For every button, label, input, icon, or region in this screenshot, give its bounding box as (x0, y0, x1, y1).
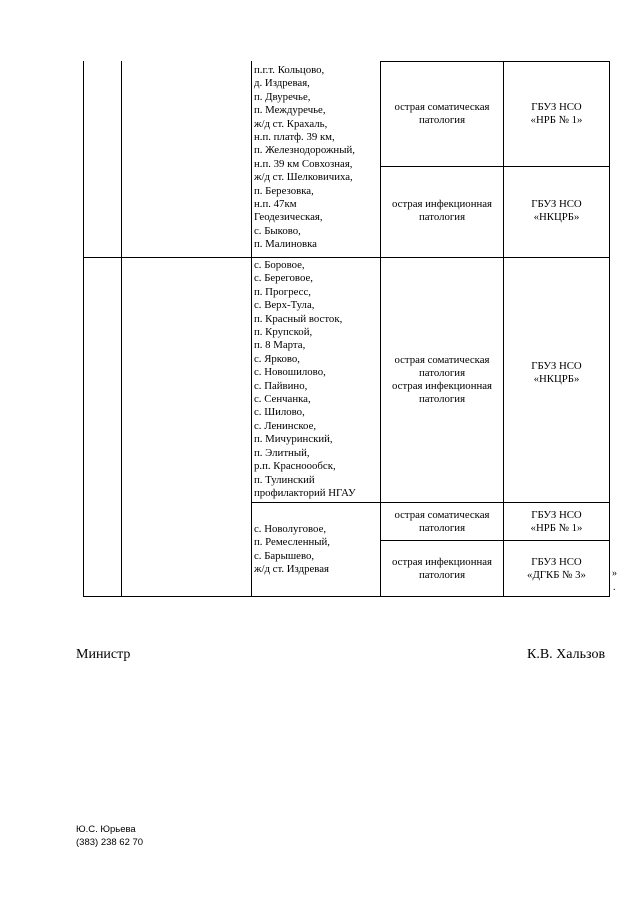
row1-facility-2 (504, 198, 609, 224)
location-item: п. Элитный, (254, 446, 310, 459)
row1-split-border (380, 166, 610, 167)
location-item: п. Мичуринский, (254, 433, 333, 446)
location-item: п. Междуречье, (254, 104, 326, 117)
signature-name: К.В. Хальзов (527, 647, 606, 662)
facility-text: ГБУЗ НСО (531, 509, 582, 521)
location-item: ж/д ст. Крахаль, (254, 117, 328, 130)
row1-pathology-1 (381, 101, 503, 127)
row2-facility (504, 360, 609, 386)
row2-locations (254, 259, 356, 500)
row3-pathology-1 (381, 509, 503, 535)
location-item: н.п. 39 км Совхозная, (254, 157, 353, 170)
facility-text: «НКЦРБ» (533, 211, 580, 223)
location-item: п. Красный восток, (254, 312, 343, 325)
pathology-text: патология (418, 522, 466, 534)
col-border-6 (609, 61, 610, 596)
facility-text: «ДГКБ № 3» (527, 569, 586, 581)
facility-text: ГБУЗ НСО (531, 360, 582, 372)
footer-author: Ю.С. Юрьева (76, 824, 136, 835)
pathology-text: острая соматическая (394, 354, 490, 366)
table-bottom-border (83, 596, 610, 597)
pathology-text: острая соматическая (394, 101, 490, 113)
pathology-text: патология (418, 393, 466, 405)
location-item: с. Сенчанка, (254, 393, 311, 406)
footer-phone: (383) 238 62 70 (76, 837, 144, 848)
facility-text: ГБУЗ НСО (531, 198, 582, 210)
row1-facility-1 (504, 101, 609, 127)
pathology-text: острая инфекционная (391, 556, 493, 568)
facility-text: «НРБ № 1» (530, 114, 583, 126)
row2-bottom-border (251, 502, 610, 503)
signature-position: Министр (76, 647, 131, 662)
pathology-text: острая инфекционная (391, 198, 493, 210)
location-item: п. Малиновка (254, 238, 317, 251)
location-item: с. Боровое, (254, 259, 305, 271)
row2-pathology (381, 354, 503, 406)
location-item: с. Шилово, (254, 406, 305, 419)
location-item: с. Новошилово, (254, 366, 326, 379)
location-item: п. Железнодорожный, (254, 144, 355, 157)
row-top-border (380, 61, 610, 62)
location-item: с. Пайвино, (254, 379, 308, 392)
pathology-text: патология (418, 569, 466, 581)
col-border-1 (83, 61, 84, 596)
closing-dot-mark: . (613, 582, 616, 593)
col-border-2 (121, 61, 122, 596)
location-item: п. Ремесленный, (254, 536, 330, 549)
location-item: профилакторий НГАУ (254, 486, 356, 499)
row3-facility-1 (504, 509, 609, 535)
location-item: с. Ярково, (254, 352, 301, 365)
location-item: п.г.т. Кольцово, (254, 64, 325, 76)
location-item: п. Тулинский (254, 473, 315, 486)
row3-split-border (380, 540, 610, 541)
location-item: с. Верх-Тула, (254, 299, 315, 312)
row3-facility-2 (504, 556, 609, 582)
location-item: с. Быково, (254, 224, 301, 237)
location-item: с. Барышево, (254, 549, 315, 562)
location-item: Геодезическая, (254, 211, 323, 224)
closing-quote-mark: » (612, 568, 617, 579)
location-item: р.п. Краснооoбск, (254, 460, 336, 473)
pathology-text: острая соматическая (394, 509, 490, 521)
location-item: п. Прогресс, (254, 285, 311, 298)
row1-pathology-2 (381, 198, 503, 224)
location-item: п. Крупской, (254, 326, 313, 339)
pathology-text: патология (418, 367, 466, 379)
facility-text: ГБУЗ НСО (531, 101, 582, 113)
location-item: п. Березовка, (254, 184, 314, 197)
location-item: п. Двуречье, (254, 90, 311, 103)
col-border-3 (251, 61, 252, 596)
pathology-text: патология (418, 211, 466, 223)
row1-locations (254, 64, 355, 252)
location-item: с. Ленинское, (254, 419, 317, 432)
pathology-text: острая инфекционная (391, 380, 493, 392)
row3-locations (254, 523, 330, 577)
row1-bottom-border (83, 257, 610, 258)
location-item: н.п. платф. 39 км, (254, 131, 335, 144)
location-item: ж/д ст. Издревая (254, 563, 330, 576)
location-item: н.п. 47км (254, 198, 297, 211)
facility-text: «НРБ № 1» (530, 522, 583, 534)
pathology-text: патология (418, 114, 466, 126)
row3-pathology-2 (381, 556, 503, 582)
location-item: с. Новолуговое, (254, 523, 327, 535)
location-item: ж/д ст. Шелковичиха, (254, 171, 353, 184)
facility-text: «НКЦРБ» (533, 373, 580, 385)
facility-text: ГБУЗ НСО (531, 556, 582, 568)
location-item: д. Издревая, (254, 77, 310, 90)
location-item: п. 8 Марта, (254, 339, 306, 352)
location-item: с. Береговое, (254, 272, 313, 285)
